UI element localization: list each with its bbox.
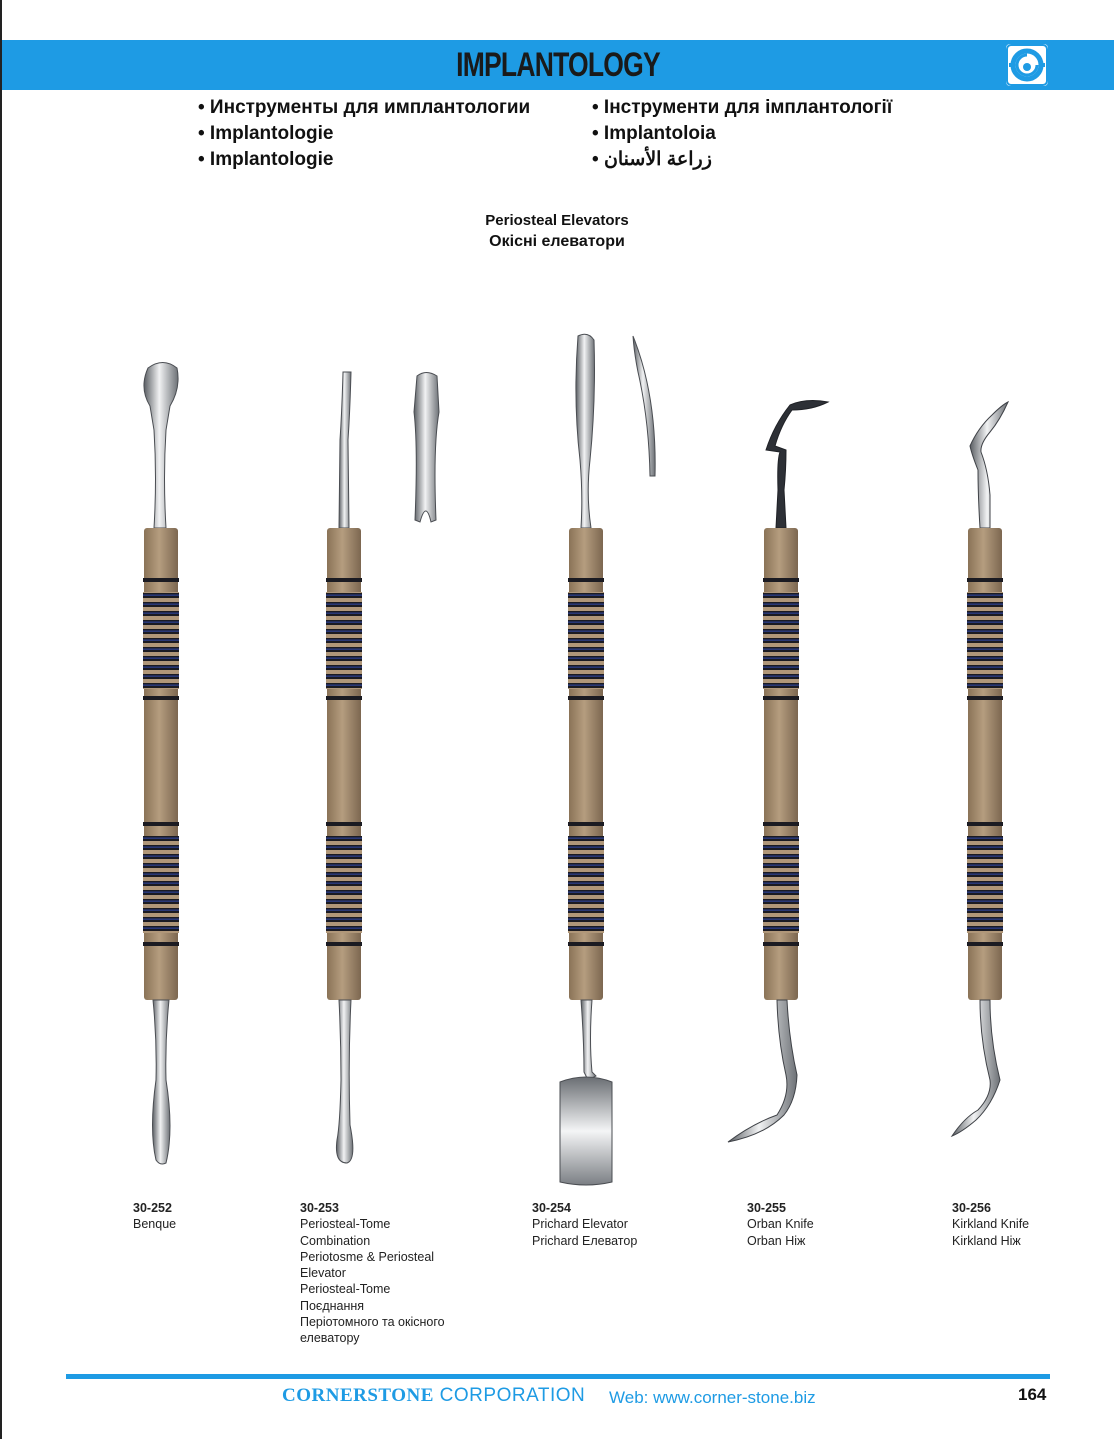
product-name: Періотомного та окісного bbox=[300, 1315, 445, 1330]
language-item: • Інструменти для імплантології bbox=[592, 97, 893, 118]
product-code: 30-254 bbox=[532, 1201, 571, 1215]
instrument-30-253 bbox=[326, 372, 439, 1163]
footer-brand bbox=[282, 1385, 585, 1407]
instrument-30-256 bbox=[952, 402, 1008, 1136]
product-name: Elevator bbox=[300, 1266, 346, 1281]
brand-name-bold: CORNERSTONE bbox=[282, 1385, 434, 1406]
language-item: • Инструменты для имплантологии bbox=[198, 97, 531, 118]
brand-name-rest: CORPORATION bbox=[433, 1385, 586, 1406]
product-name: Prichard Elevator bbox=[532, 1217, 628, 1232]
product-name: Prichard Елеватор bbox=[532, 1233, 638, 1248]
product-name: елеватору bbox=[300, 1331, 360, 1346]
product-code: 30-256 bbox=[952, 1201, 991, 1215]
product-caption bbox=[300, 1200, 445, 1347]
language-item: • Implantoloia bbox=[592, 123, 716, 144]
product-name: Periotosme & Periosteal bbox=[300, 1249, 435, 1264]
product-name: Orban Ніж bbox=[747, 1233, 806, 1248]
section-subtitle: Окісні елеватори bbox=[489, 233, 625, 250]
language-item: • زراعة الأسنان bbox=[592, 149, 712, 170]
product-name: Periosteal-Tome bbox=[300, 1217, 391, 1232]
instrument-30-254 bbox=[560, 334, 655, 1185]
footer-website: Web: www.corner-stone.biz bbox=[609, 1388, 816, 1407]
product-caption bbox=[952, 1200, 1029, 1249]
product-caption bbox=[133, 1200, 176, 1233]
product-name: Periosteal-Tome bbox=[300, 1282, 391, 1297]
page-title: IMPLANTOLOGY bbox=[456, 46, 660, 84]
page-number: 164 bbox=[1018, 1385, 1047, 1404]
product-name: Orban Knife bbox=[747, 1217, 814, 1232]
footer-rule bbox=[66, 1374, 1050, 1379]
product-name: Benque bbox=[133, 1217, 177, 1232]
language-item: • Implantologie bbox=[198, 123, 334, 144]
product-caption bbox=[532, 1200, 637, 1249]
instrument-30-255 bbox=[728, 401, 828, 1142]
product-code: 30-253 bbox=[300, 1201, 339, 1215]
product-code: 30-255 bbox=[747, 1201, 786, 1215]
instrument-30-252 bbox=[143, 363, 179, 1165]
product-name: Kirkland Ніж bbox=[952, 1233, 1021, 1248]
product-name: Поєднання bbox=[300, 1298, 365, 1313]
language-item: • Implantologie bbox=[198, 149, 334, 170]
product-caption bbox=[747, 1200, 814, 1249]
section-title: Periosteal Elevators bbox=[485, 212, 629, 229]
product-name: Combination bbox=[300, 1233, 371, 1248]
product-code: 30-252 bbox=[133, 1201, 172, 1215]
product-name: Kirkland Knife bbox=[952, 1217, 1030, 1232]
